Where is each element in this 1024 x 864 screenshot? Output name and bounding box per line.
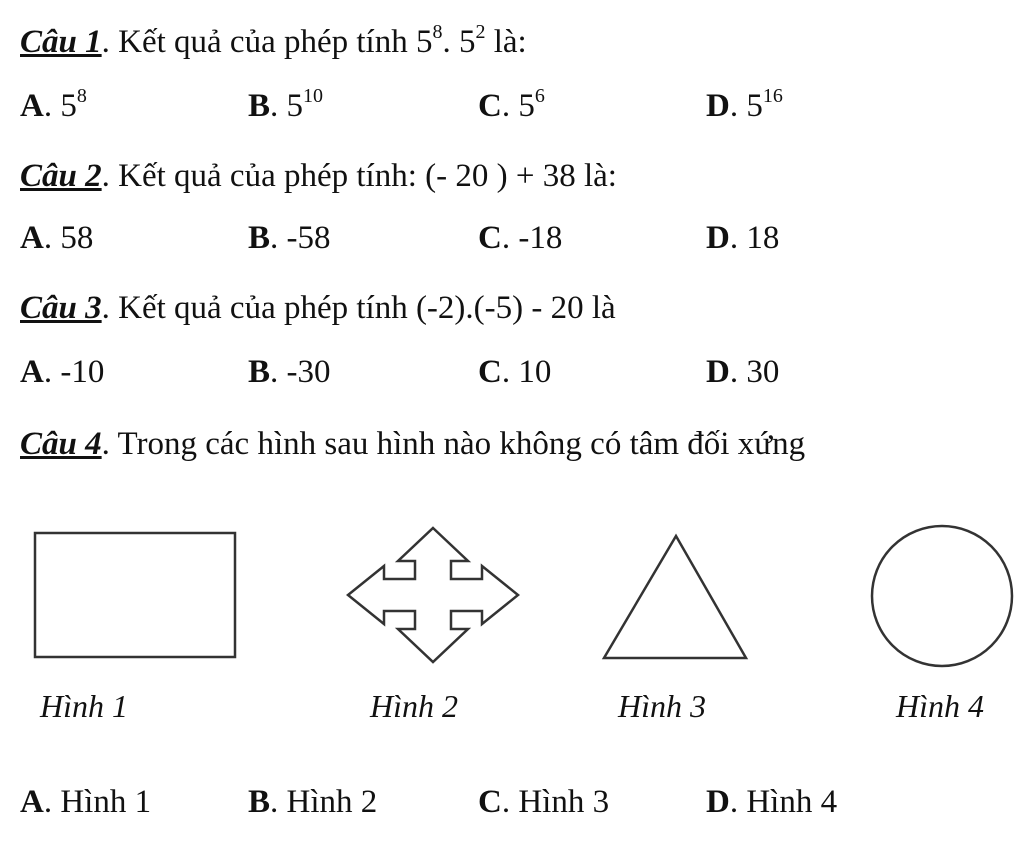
figure-3-caption: Hình 3 bbox=[618, 688, 706, 724]
question-1-text-c: là: bbox=[485, 24, 527, 60]
q3-option-a[interactable]: A. -10 bbox=[20, 354, 105, 390]
question-4-label: Câu 4 bbox=[20, 426, 102, 462]
question-2-label: Câu 2 bbox=[20, 158, 102, 194]
q4-option-d[interactable]: D. Hình 4 bbox=[706, 784, 838, 820]
figure-1-rectangle bbox=[30, 528, 242, 662]
question-4-text: . Trong các hình sau hình nào không có tâm đối xứng bbox=[101, 426, 806, 462]
question-1 bbox=[20, 21, 527, 61]
figure-2-four-way-arrow bbox=[340, 522, 526, 668]
q3-option-c[interactable]: C. 10 bbox=[478, 354, 552, 390]
question-3-label: Câu 3 bbox=[20, 290, 102, 326]
q4-option-c[interactable]: C. Hình 3 bbox=[478, 784, 610, 820]
figure-1-caption: Hình 1 bbox=[40, 688, 128, 724]
question-3-text: . Kết quả của phép tính (-2).(-5) - 20 là bbox=[101, 290, 616, 326]
question-1-exp-b: 2 bbox=[475, 21, 486, 43]
q1-option-c[interactable]: C. $5^6$ bbox=[478, 85, 545, 124]
q2-option-c[interactable]: C. -18 bbox=[478, 220, 563, 256]
q4-option-a[interactable]: A. Hình 1 bbox=[20, 784, 152, 820]
q3-option-b[interactable]: B. -30 bbox=[248, 354, 331, 390]
question-2 bbox=[20, 158, 617, 195]
question-1-text-a: . Kết quả của phép tính 5 bbox=[101, 24, 433, 60]
question-3 bbox=[20, 290, 616, 327]
question-2-text: . Kết quả của phép tính: (- 20 ) + 38 là: bbox=[101, 158, 617, 194]
q1-option-a[interactable]: A. $5^8$ bbox=[20, 85, 87, 124]
question-1-text-b: . 5 bbox=[442, 24, 476, 60]
q1-option-d[interactable]: D. $5^{16}$ bbox=[706, 85, 783, 124]
figure-4-circle bbox=[866, 520, 1018, 672]
q4-option-b[interactable]: B. Hình 2 bbox=[248, 784, 378, 820]
q2-option-a[interactable]: A. 58 bbox=[20, 220, 94, 256]
q2-option-b[interactable]: B. -58 bbox=[248, 220, 331, 256]
question-4 bbox=[20, 426, 805, 463]
figure-2-caption: Hình 2 bbox=[370, 688, 458, 724]
question-1-exp-a: 8 bbox=[432, 21, 443, 43]
q1-option-b[interactable]: B. $5^{10}$ bbox=[248, 85, 324, 124]
q2-option-d[interactable]: D. 18 bbox=[706, 220, 780, 256]
question-1-label: Câu 1 bbox=[20, 24, 102, 60]
figure-3-triangle bbox=[598, 530, 754, 664]
figure-4-caption: Hình 4 bbox=[896, 688, 984, 724]
q3-option-d[interactable]: D. 30 bbox=[706, 354, 780, 390]
